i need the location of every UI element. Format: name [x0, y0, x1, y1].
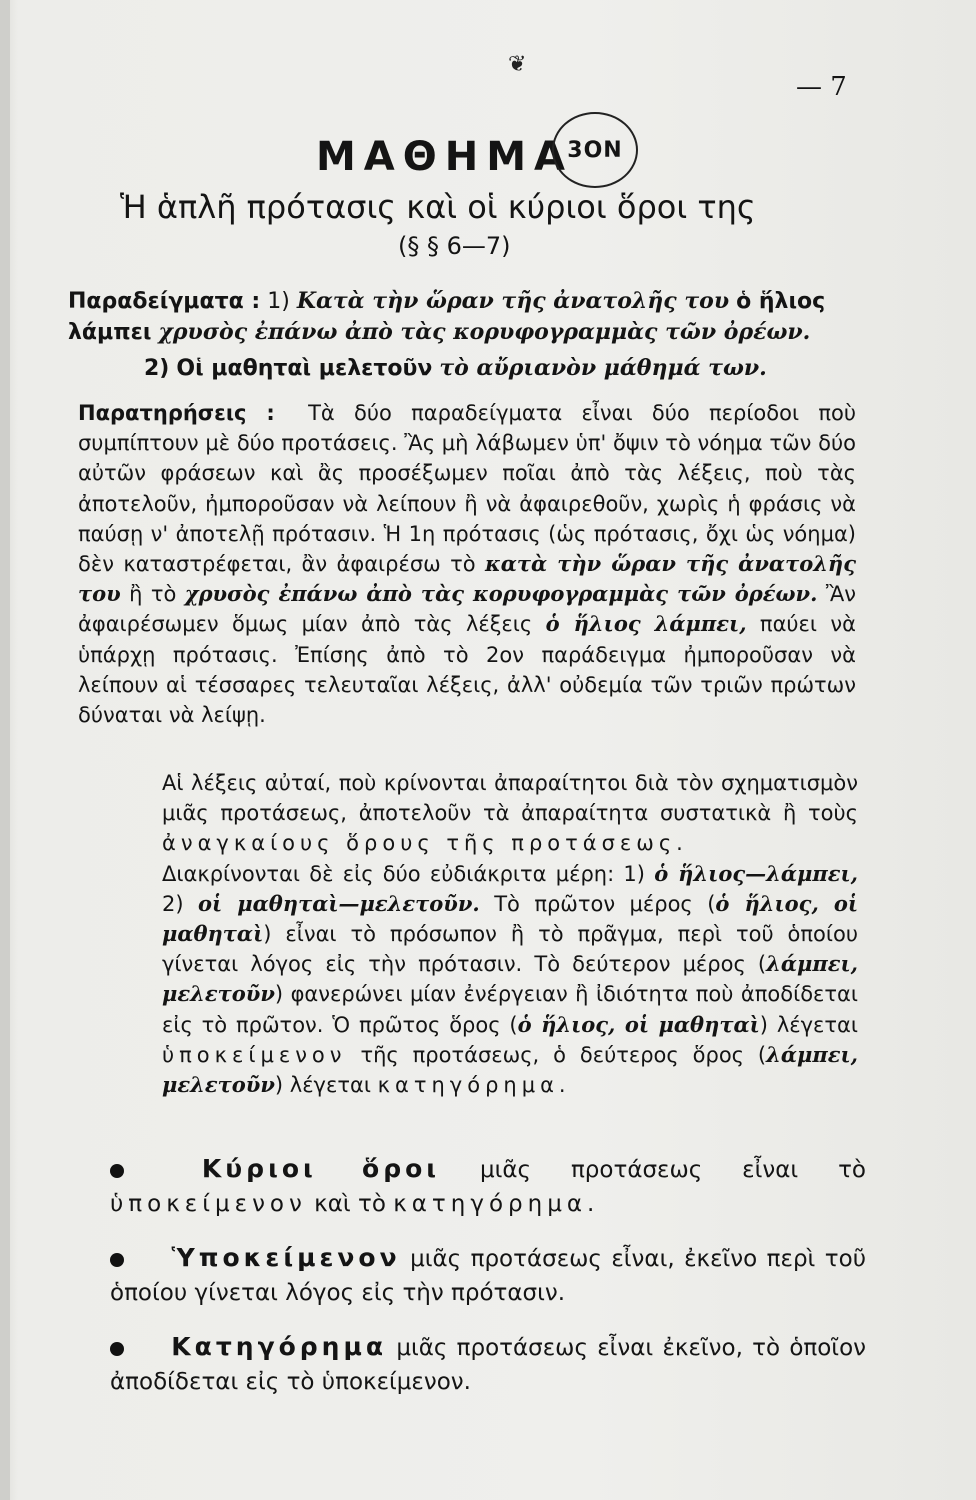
- definition-text: μιᾶς προτάσεως εἶναι τὸ: [479, 1157, 867, 1183]
- p2-text-c: 2): [162, 891, 184, 916]
- p2-bold-b: ὁ ἥλιος—λάμπει,: [654, 860, 858, 886]
- ornament-mark: ❦: [508, 52, 527, 77]
- definition-spaced: ὑποκείμενον: [110, 1191, 307, 1217]
- obs-bold-a: κατὰ τὴν ὥραν τῆς ἀνατολῆς του: [78, 551, 856, 607]
- observations: [78, 398, 856, 730]
- lesson-subtitle: Ἡ ἁπλῆ πρότασις καὶ οἱ κύριοι ὅροι της: [120, 188, 756, 226]
- section-reference: (§ § 6—7): [398, 232, 511, 260]
- p2-bold-f: ὁ ἥλιος, οἱ μαθηταὶ: [517, 1011, 760, 1037]
- p2-text-e: ) εἶναι τὸ πρόσωπον ἢ τὸ πρᾶγμα, περὶ τοῦ ὁποίου γίνεται λόγος εἰς τὴν πρότασιν. Τὸ δεύτερον μέρος (: [162, 922, 858, 977]
- example-1-italic-end: χρυσὸς ἐπάνω ἀπὸ τὰς κορυφογραμμὰς τῶν ὀρέων.: [158, 319, 811, 346]
- page-edge: [0, 0, 10, 1500]
- definition-term: Κύριοι ὅροι: [201, 1154, 441, 1183]
- definition-predicate: [110, 1330, 866, 1399]
- obs-text-b: ἢ τὸ: [129, 582, 177, 607]
- lesson-title: [312, 112, 692, 192]
- definition-main-terms: [110, 1152, 866, 1221]
- example-2-italic: τὸ αὔριανὸν μάθημά των.: [439, 355, 767, 381]
- terms-paragraph: [162, 768, 858, 1100]
- p2-text-h: τῆς προτάσεως, ὁ δεύτερος ὅρος (: [360, 1042, 767, 1067]
- obs-text-c: Ἂν ἀφαιρέσωμεν ὅμως μίαν ἀπὸ τὰς λέξεις: [78, 582, 857, 637]
- example-1-number: 1): [267, 289, 290, 314]
- p2-bold-h: λάμπει, μελετοῦν: [162, 1041, 858, 1098]
- bullet-icon: [110, 1164, 124, 1178]
- example-1-bold: ὁ ἥλιος λάμπει: [68, 289, 826, 346]
- definition-term: Ὑποκείμενον: [171, 1243, 401, 1272]
- obs-bold-b: χρυσὸς ἐπάνω ἀπὸ τὰς κορυφογραμμὰς τῶν ὀρέων.: [184, 581, 818, 607]
- observations-label: Παρατηρήσεις :: [78, 401, 275, 425]
- obs-text-d: παύει νὰ ὑπάρχῃ πρότασις.: [78, 612, 856, 667]
- lesson-number-badge: [552, 112, 638, 188]
- definition-subject: [110, 1241, 866, 1310]
- example-1-italic: Κατὰ τὴν ὥραν τῆς ἀνατολῆς του: [296, 288, 730, 314]
- obs-text-a: Τὰ δύο παραδείγματα εἶναι δύο περίοδοι ποὺ συμπίπτουν μὲ δύο προτάσεις. Ἂς μὴ λάβωμεν ὑπ' ὄψιν τὸ νόημα τῶν δύο αὐτῶν φράσεων καὶ ἂς προσέξωμεν ποῖαι ἀπὸ τὰς λέξεις, ποὺ τὰς ἀποτελοῦν, ἠμποροῦσαν νὰ λείπουν ἢ νὰ ἀφαιρεθοῦν, χωρὶς ἡ φράσις νὰ παύσῃ ν' ἀποτελῇ πρότασιν. Ἡ 1η πρότασις (ὡς πρότασις, ὄχι ὡς νόημα) δὲν καταστρέφεται, ἂν ἀφαιρέσω τὸ: [78, 401, 856, 577]
- obs-text-e: Ἐπίσης ἀπὸ τὸ 2ον παράδειγμα ἠμποροῦσαν νὰ λείπουν αἱ τέσσαρες τελευταῖαι λέξεις, ἀλλ' οὐδεμία τῶν τριῶν πρώτων δύναται νὰ λείψῃ.: [78, 642, 856, 728]
- p2-bold-e: λάμπει, μελετοῦν: [162, 951, 858, 1007]
- definition-term: Κατηγόρημα: [171, 1332, 388, 1361]
- definition-mid: καὶ τὸ: [314, 1191, 386, 1217]
- examples-label: Παραδείγματα :: [68, 289, 261, 314]
- example-1: [68, 286, 868, 349]
- p2-spaced-g: ὑποκείμενον: [162, 1042, 347, 1067]
- p2-text-i: ) λέγεται: [274, 1073, 371, 1098]
- p2-text-g: ) λέγεται: [759, 1012, 858, 1037]
- example-2-number: 2): [144, 356, 170, 381]
- p2-bold-c: οἱ μαθηταὶ—μελετοῦν.: [198, 890, 480, 916]
- p2-text-f: ) φανερώνει μίαν ἐνέργειαν ἢ ἰδιότητα ποὺ ἀποδίδεται εἰς τὸ πρῶτον. Ὁ πρῶτος ὅρος (: [162, 982, 858, 1037]
- bullet-icon: [110, 1253, 124, 1267]
- example-2-bold: Οἱ μαθηταὶ μελετοῦν: [176, 356, 433, 381]
- page-number: — 7: [796, 72, 847, 102]
- obs-bold-c: ὁ ἥλιος λάμπει,: [545, 611, 747, 637]
- p2-spaced-a: ἀναγκαίους ὅρους τῆς προτάσεως.: [162, 831, 688, 856]
- bullet-icon: [110, 1342, 124, 1356]
- p2-spaced-i: κατηγόρημα.: [377, 1073, 571, 1098]
- lesson-number: 3ΟΝ: [567, 137, 623, 163]
- p2-text-d: Τὸ πρῶτον μέρος (: [494, 891, 716, 916]
- p2-bold-d: ὁ ἥλιος, οἱ μαθηταὶ: [162, 890, 858, 947]
- p2-text-a: Αἱ λέξεις αὐταί, ποὺ κρίνονται ἀπαραίτητοι διὰ τὸν σχηματισμὸν μιᾶς προτάσεως, ἀποτελοῦν τὰ ἀπαραίτητα συστατικὰ ἢ τοὺς: [162, 771, 858, 826]
- key-definitions: [110, 1152, 866, 1419]
- example-2: [144, 353, 864, 384]
- definition-text: μιᾶς προτάσεως εἶναι, ἐκεῖνο περὶ τοῦ ὁποίου γίνεται λόγος εἰς τὴν πρότασιν.: [110, 1246, 867, 1306]
- p2-text-b: Διακρίνονται δὲ εἰς δύο εὐδιάκριτα μέρη: 1): [162, 861, 645, 886]
- definition-spaced-2: κατηγόρημα.: [393, 1191, 600, 1217]
- title-text: ΜΑΘΗΜΑ: [316, 134, 574, 180]
- definition-text: μιᾶς προτάσεως εἶναι ἐκεῖνο, τὸ ὁποῖον ἀποδίδεται εἰς τὸ ὑποκείμενον.: [110, 1335, 867, 1395]
